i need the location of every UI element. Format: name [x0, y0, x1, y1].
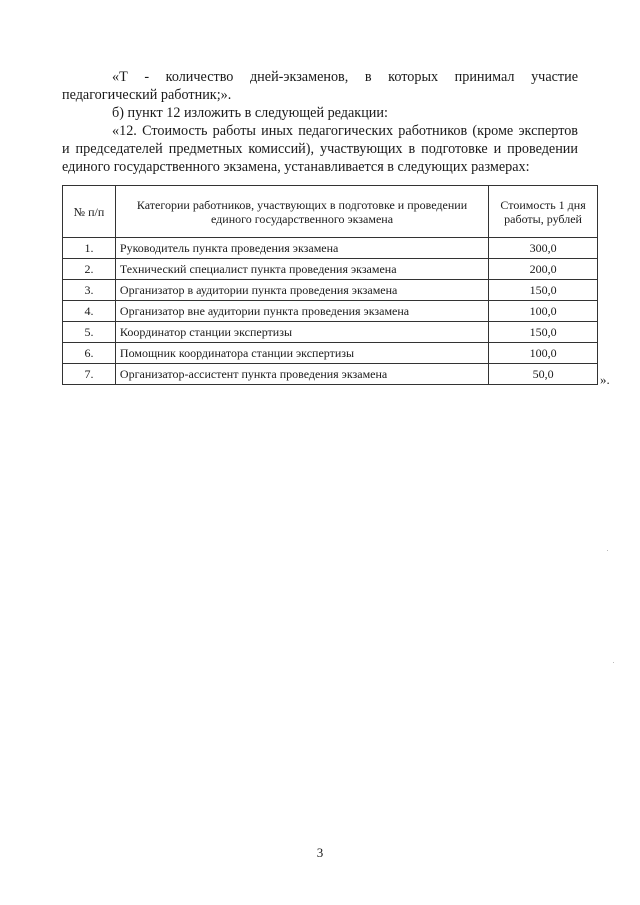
cost-table	[62, 185, 598, 385]
paragraph-t-definition	[62, 68, 578, 104]
row-cost: 50,0	[489, 364, 598, 385]
table-row	[63, 238, 598, 259]
row-category: Координатор станции экспертизы	[115, 322, 488, 343]
header-number: № п/п	[63, 186, 116, 238]
closing-quote: ».	[600, 372, 610, 387]
row-cost: 200,0	[489, 259, 598, 280]
table-row	[63, 259, 598, 280]
row-cost: 150,0	[489, 280, 598, 301]
scan-speck	[607, 550, 608, 551]
page-number: 3	[316, 845, 324, 860]
table-header-row	[63, 186, 598, 238]
row-number: 6.	[63, 343, 116, 364]
row-number: 7.	[63, 364, 116, 385]
row-cost: 150,0	[489, 322, 598, 343]
paragraph-clause-12-line-2: и председателей предметных комиссий), участвующих в подготовке и проведении	[62, 141, 578, 157]
row-number: 1.	[63, 238, 116, 259]
paragraph-clause-12-line-1: «12. Стоимость работы иных педагогических работников (кроме экспертов	[112, 123, 578, 139]
paragraph-t-definition-line-2: педагогический работник;».	[62, 87, 232, 103]
table-row	[63, 343, 598, 364]
header-cost: Стоимость 1 дня работы, рублей	[489, 186, 598, 238]
paragraph-t-definition-line-1: «Т - количество дней-экзаменов, в которых принимал участие	[112, 69, 578, 85]
row-category: Организатор в аудитории пункта проведения экзамена	[115, 280, 488, 301]
row-category: Руководитель пункта проведения экзамена	[115, 238, 488, 259]
paragraph-amendment-intro: б) пункт 12 изложить в следующей редакции:	[112, 105, 388, 121]
scan-speck	[613, 662, 614, 663]
row-cost: 100,0	[489, 301, 598, 322]
table-row	[63, 364, 598, 385]
table-row	[63, 322, 598, 343]
row-number: 5.	[63, 322, 116, 343]
row-number: 3.	[63, 280, 116, 301]
row-category: Организатор-ассистент пункта проведения экзамена	[115, 364, 488, 385]
paragraph-clause-12	[62, 122, 578, 176]
table-row	[63, 280, 598, 301]
row-number: 4.	[63, 301, 116, 322]
table-row	[63, 301, 598, 322]
row-category: Технический специалист пункта проведения экзамена	[115, 259, 488, 280]
row-category: Помощник координатора станции экспертизы	[115, 343, 488, 364]
row-cost: 300,0	[489, 238, 598, 259]
paragraph-clause-12-line-3: единого государственного экзамена, устанавливается в следующих размерах:	[62, 159, 530, 175]
header-category: Категории работников, участвующих в подготовке и проведении единого государственного экзамена	[115, 186, 488, 238]
row-cost: 100,0	[489, 343, 598, 364]
row-number: 2.	[63, 259, 116, 280]
row-category: Организатор вне аудитории пункта проведения экзамена	[115, 301, 488, 322]
